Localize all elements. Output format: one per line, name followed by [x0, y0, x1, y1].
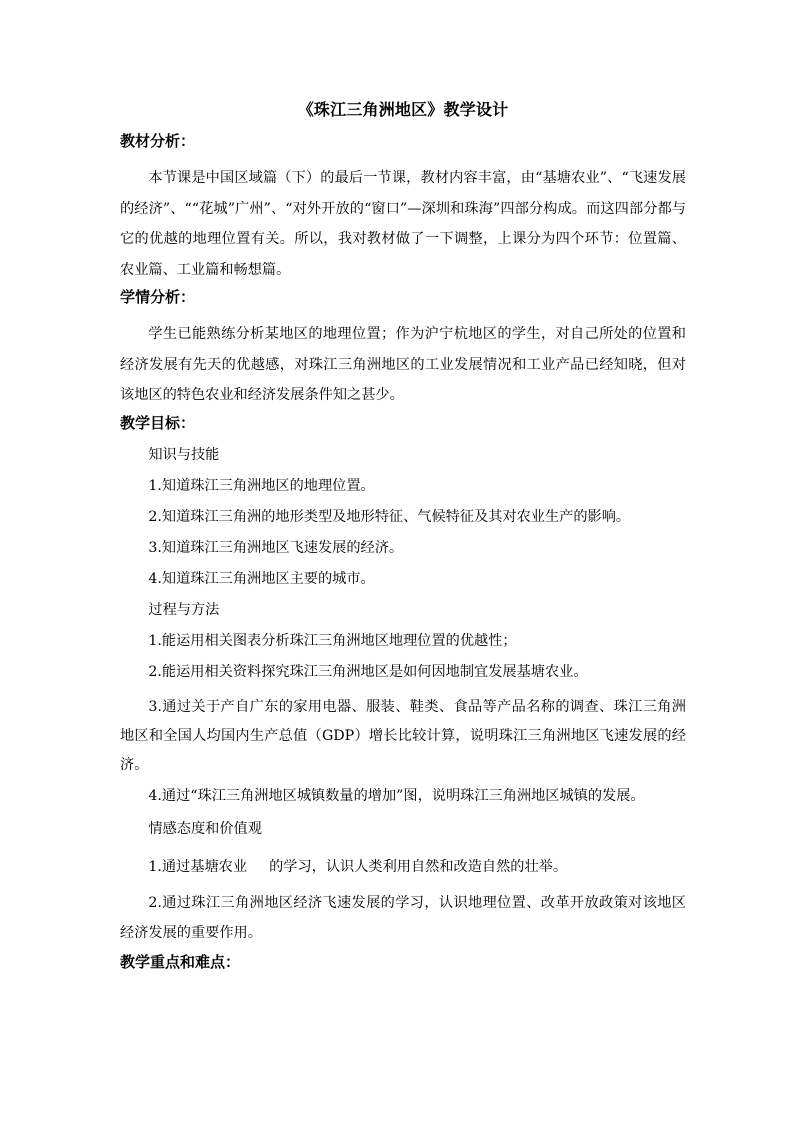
heading-student-analysis: 学情分析：	[120, 288, 196, 306]
knowledge-item-2: 2.知道珠江三角洲的地形类型及地形特征、气候特征及其对农业生产的影响。	[148, 508, 631, 525]
paragraph-student-analysis: 学生已能熟练分析某地区的地理位置；作为沪宁杭地区的学生，对自己所处的位置和经济发展有先天的优越感，对珠江三角洲地区的工业发展情况和工业产品已经知晓，但对该地区的特色农业和经济发展条件知之甚少。	[120, 326, 686, 403]
heading-teaching-goals: 教学目标：	[120, 413, 196, 432]
emotion-item-2: 2.通过珠江三角洲地区经济飞速发展的学习，认识地理位置、改革开放政策对该地区经济发展的重要作用。	[120, 894, 686, 941]
heading-material-analysis: 教材分析：	[120, 132, 196, 150]
document-page	[120, 100, 686, 984]
emotion-item-1	[120, 857, 686, 877]
label-knowledge-skills: 知识与技能	[148, 446, 220, 463]
heading-key-points: 教学重点和难点：	[120, 952, 241, 971]
document-title: 《珠江三角洲地区》教学设计	[297, 100, 509, 119]
paragraph-material-analysis: 本节课是中国区域篇（下）的最后一节课，教材内容丰富，由“基塘农业”、“飞速发展的经济”、““花城”广州”、“对外开放的“窗口”—深圳和珠海”四部分构成。而这四部分都与它的优越的地理位置有关。所以，我对教材做了一下调整，上课分为四个环节：位置篇、农业篇、工业篇和畅想篇。	[120, 170, 686, 278]
emotion-item-1-part1: 1.通过基塘农业	[148, 858, 248, 875]
process-item-4: 4.通过“珠江三角洲地区城镇数量的增加”图，说明珠江三角洲地区城镇的发展。	[148, 787, 645, 804]
label-emotion-values: 情感态度和价值观	[148, 820, 262, 837]
knowledge-item-4: 4.知道珠江三角洲地区主要的城市。	[148, 570, 375, 587]
label-process-methods: 过程与方法	[148, 601, 220, 618]
process-item-3: 3.通过关于产自广东的家用电器、服装、鞋类、食品等产品名称的调查、珠江三角洲地区和全国人均国内生产总值（GDP）增长比较计算，说明珠江三角洲地区飞速发展的经济。	[120, 698, 686, 773]
process-item-2: 2.能运用相关资料探究珠江三角洲地区是如何因地制宜发展基塘农业。	[148, 663, 588, 680]
process-item-1: 1.能运用相关图表分析珠江三角洲地区地理位置的优越性；	[148, 632, 517, 649]
knowledge-item-1: 1.知道珠江三角洲地区的地理位置。	[148, 477, 375, 494]
emotion-item-1-part2: 的学习，认识人类利用自然和改造自然的壮举。	[269, 858, 568, 875]
knowledge-item-3: 3.知道珠江三角洲地区飞速发展的经济。	[148, 539, 404, 556]
